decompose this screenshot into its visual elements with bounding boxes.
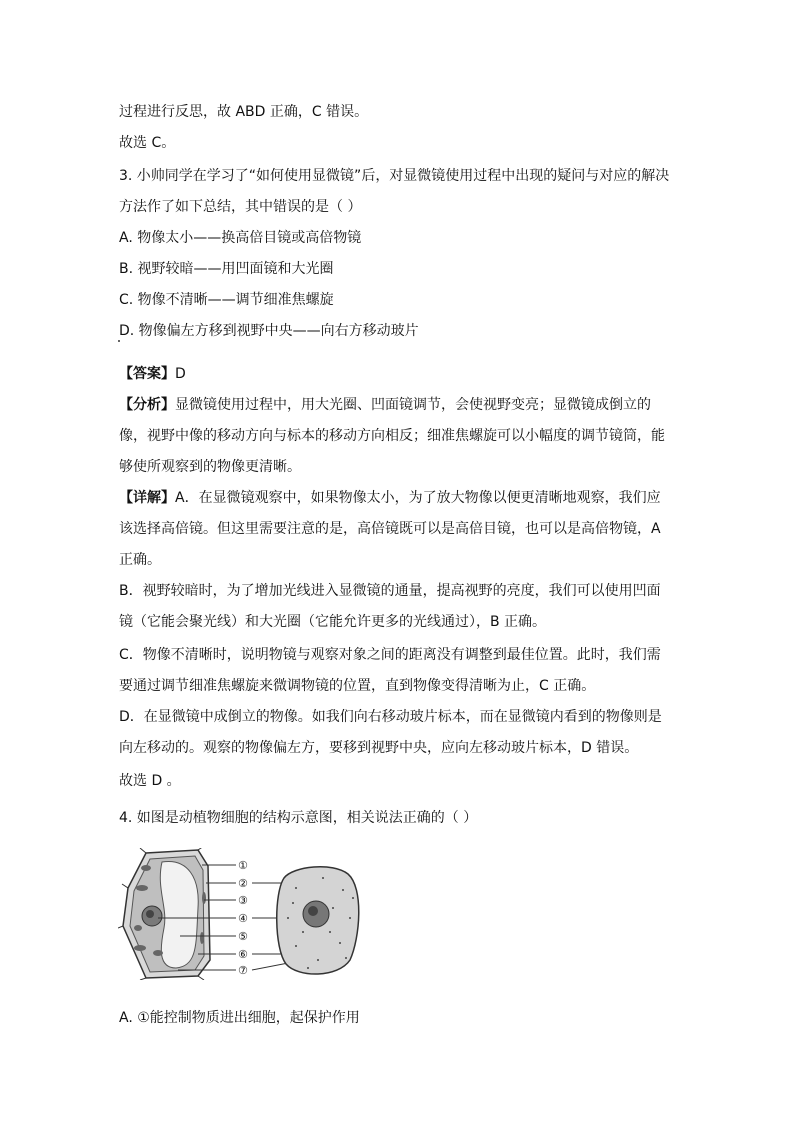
vacuole bbox=[160, 861, 198, 968]
label-1: ① bbox=[238, 859, 248, 872]
question-4-stem: 4. 如图是动植物细胞的结构示意图，相关说法正确的（ ） bbox=[119, 810, 478, 826]
label-7: ⑦ bbox=[238, 964, 248, 977]
detail-tag: 【详解】 bbox=[119, 490, 175, 506]
answer-line bbox=[119, 364, 186, 384]
text-line: 过程进行反思，故 ABD 正确，C 错误。 bbox=[119, 104, 369, 120]
detail-text: 要通过调节细准焦螺旋来微调物镜的位置，直到物像变得清晰为止，C 正确。 bbox=[119, 678, 596, 694]
analysis-text: 够使所观察到的物像更清晰。 bbox=[119, 459, 301, 475]
analysis-tag: 【分析】 bbox=[119, 397, 175, 413]
text-line: 故选 C。 bbox=[119, 135, 176, 151]
answer-tag: 【答案】 bbox=[119, 366, 175, 382]
label-3: ③ bbox=[238, 894, 248, 907]
option-a: A. 物像太小——换高倍目镜或高倍物镜 bbox=[119, 230, 362, 246]
label-5: ⑤ bbox=[238, 930, 248, 943]
option-d: D. 物像偏左方移到视野中央——向右方移动玻片 bbox=[119, 323, 419, 339]
stray-dot bbox=[118, 340, 120, 342]
detail-text: C．物像不清晰时，说明物镜与观察对象之间的距离没有调整到最佳位置。此时，我们需 bbox=[119, 647, 661, 663]
detail-text: B．视野较暗时，为了增加光线进入显微镜的通量，提高视野的亮度，我们可以使用凹面 bbox=[119, 583, 661, 599]
option-c: C. 物像不清晰——调节细准焦螺旋 bbox=[119, 292, 334, 308]
detail-text: 向左移动的。观察的物像偏左方，要移到视野中央，应向左移动玻片标本，D 错误。 bbox=[119, 740, 639, 756]
detail-text: D．在显微镜中成倒立的物像。如我们向右移动玻片标本，而在显微镜内看到的物像则是 bbox=[119, 709, 662, 725]
label-6: ⑥ bbox=[238, 948, 248, 961]
detail-text: 该选择高倍镜。但这里需要注意的是，高倍镜既可以是高倍目镜，也可以是高倍物镜，A bbox=[119, 521, 661, 537]
detail-text: 正确。 bbox=[119, 552, 161, 568]
cell-diagram bbox=[118, 848, 368, 980]
analysis-line bbox=[119, 395, 651, 415]
analysis-text: 显微镜使用过程中，用大光圈、凹面镜调节，会使视野变亮；显微镜成倒立的 bbox=[175, 397, 651, 413]
answer-value: D bbox=[175, 366, 186, 382]
question-3-stem: 方法作了如下总结，其中错误的是（ ） bbox=[119, 199, 362, 215]
analysis-text: 像，视野中像的移动方向与标本的移动方向相反；细准焦螺旋可以小幅度的调节镜筒，能 bbox=[119, 428, 665, 444]
detail-text: 镜（它能会聚光线）和大光圈（它能允许更多的光线通过），B 正确。 bbox=[119, 614, 547, 630]
question-3-stem: 3. 小帅同学在学习了“如何使用显微镜”后，对显微镜使用过程中出现的疑问与对应的解决 bbox=[119, 168, 670, 184]
chloroplast bbox=[136, 885, 148, 891]
detail-text: A．在显微镜观察中，如果物像太小，为了放大物像以便更清晰地观察，我们应 bbox=[175, 490, 661, 506]
question-4-option-a: A. ①能控制物质进出细胞，起保护作用 bbox=[119, 1010, 360, 1026]
label-4: ④ bbox=[238, 912, 248, 925]
option-b: B. 视野较暗——用凹面镜和大光圈 bbox=[119, 261, 334, 277]
conclusion: 故选 D 。 bbox=[119, 773, 181, 789]
detail-line bbox=[119, 488, 661, 508]
label-2: ② bbox=[238, 877, 248, 890]
